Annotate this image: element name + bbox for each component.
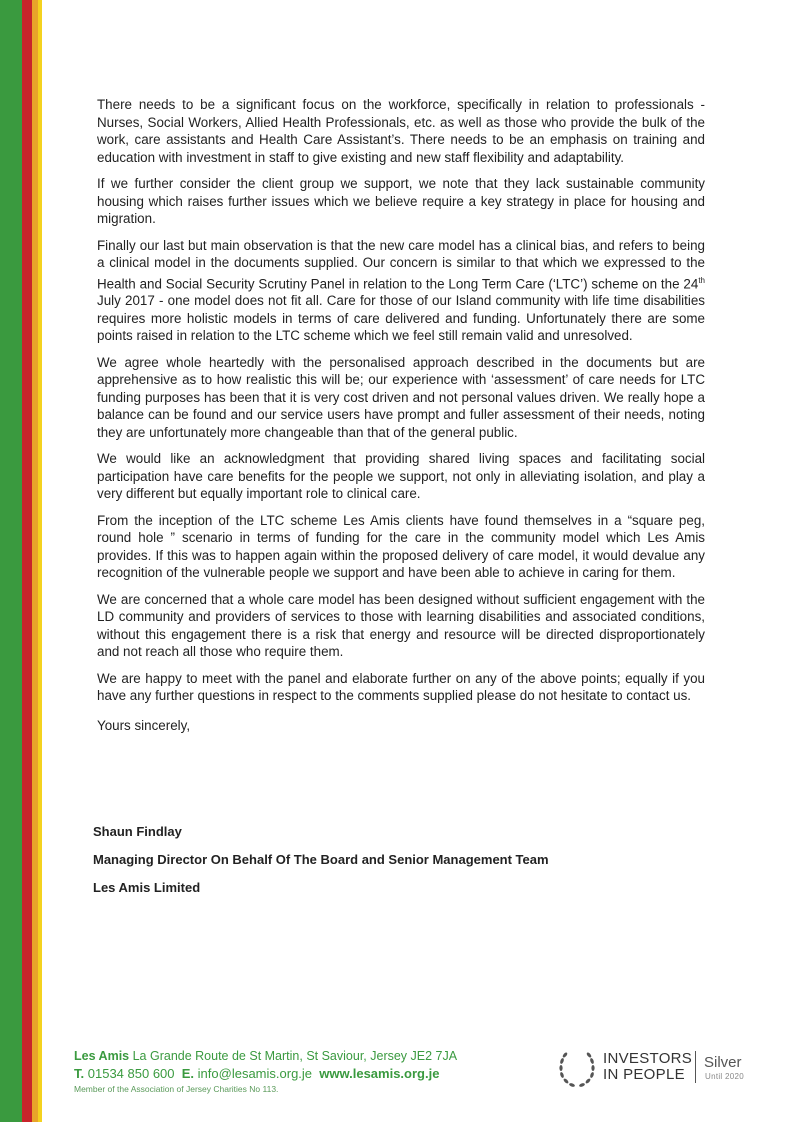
badge-divider bbox=[695, 1051, 696, 1083]
badge-until: Until 2020 bbox=[705, 1072, 745, 1081]
footer-email[interactable]: info@lesamis.org.je bbox=[197, 1066, 313, 1081]
email-label: E. bbox=[181, 1066, 195, 1081]
footer-contact-line bbox=[74, 1066, 457, 1081]
signatory-company: Les Amis Limited bbox=[93, 880, 201, 895]
footer-address: La Grande Route de St Martin, St Saviour, Jersey JE2 7JA bbox=[132, 1049, 458, 1063]
paragraph-meet-panel: We are happy to meet with the panel and elaborate further on any of the above points; equally if you have any further questions in respect to the comments supplied please do not hesitate to contact us. bbox=[97, 670, 705, 704]
signature-block bbox=[93, 824, 549, 908]
paragraph-clinical-bias: Finally our last but main observation is that the new care model has a clinical bias, and refers to being a clinical model in the documents supplied. Our concern is similar to that which we expressed to the Health and Social Security Scrutiny Panel in relation to the Long Term Care (‘LTC’) scheme on the 24th July 2017 - one model does not fit all. Care for those of our Island community with life time disabilities requires more holistic models in terms of care delivered and funding. Unfortunately there are some points raised in relation to the LTC scheme which we feel still remain valid and unresolved. bbox=[97, 237, 705, 344]
laurel-wreath-icon bbox=[557, 1045, 597, 1089]
letter-body bbox=[97, 96, 705, 743]
paragraph-engagement: We are concerned that a whole care model has been designed without sufficient engagement with the LD community and providers of services to those with learning disabilities and associated conditions, without this engagement there is a risk that energy and resource will be directed disproportionately and not reach all those who require them. bbox=[97, 591, 705, 660]
footer-tel: 01534 850 600 bbox=[87, 1066, 175, 1081]
tel-label: T. bbox=[74, 1066, 85, 1081]
stripe-red bbox=[22, 0, 32, 1122]
paragraph-housing: If we further consider the client group we support, we note that they lack sustainable community housing which raises further issues which we believe require a key strategy in place for housing and migration. bbox=[97, 176, 705, 226]
paragraph-ltc-inception: From the inception of the LTC scheme Les Amis clients have found themselves in a “square peg, round hole ” scenario in terms of funding for the care in the community model which Les Amis provides. If this was to happen again within the proposed delivery of care model, it would devalue any recognition of the vulnerable people we support and have been able to achieve in caring for them. bbox=[97, 512, 705, 581]
paragraph-workforce: There needs to be a significant focus on the workforce, specifically in relation to professionals - Nurses, Social Workers, Allied Health Professionals, etc. as well as those who provide the bulk of the work, care assistants and Health Care Assistant’s. There needs to be an emphasis on training and education with investment in staff to give existing and new staff flexibility and adaptability. bbox=[97, 97, 705, 165]
iip-wordmark: INVESTORS IN PEOPLE bbox=[603, 1050, 693, 1083]
letterhead-footer bbox=[74, 1049, 457, 1094]
footer-membership: Member of the Association of Jersey Charities No 113. bbox=[74, 1084, 279, 1094]
signatory-title: Managing Director On Behalf Of The Board and Senior Management Team bbox=[93, 852, 549, 867]
footer-address-line bbox=[74, 1049, 457, 1063]
paragraph-personalised-approach: We agree whole heartedly with the personalised approach described in the documents but are apprehensive as to how realistic this will be; our experience with ‘assessment’ of care needs for LTC funding purposes has been that it is very cost driven and not personal values driven. We really hope a balance can be found and our service users have prompt and fuller assessment of their needs, noting they are unfortunately more changeable than that of the general public. bbox=[97, 354, 705, 440]
signatory-name: Shaun Findlay bbox=[93, 824, 182, 839]
closing: Yours sincerely, bbox=[97, 717, 191, 733]
footer-website[interactable]: www.lesamis.org.je bbox=[319, 1066, 440, 1081]
paragraph-shared-living: We would like an acknowledgment that providing shared living spaces and facilitating social participation have care benefits for the people we support, not only in alleviating isolation, and play a very different but equally important role to clinical care. bbox=[97, 451, 705, 502]
investors-in-people-badge bbox=[557, 1045, 757, 1091]
stripe-yellow bbox=[38, 0, 42, 1122]
badge-level: Silver bbox=[704, 1054, 742, 1071]
stripe-green bbox=[0, 0, 22, 1122]
footer-org: Les Amis bbox=[74, 1049, 130, 1063]
